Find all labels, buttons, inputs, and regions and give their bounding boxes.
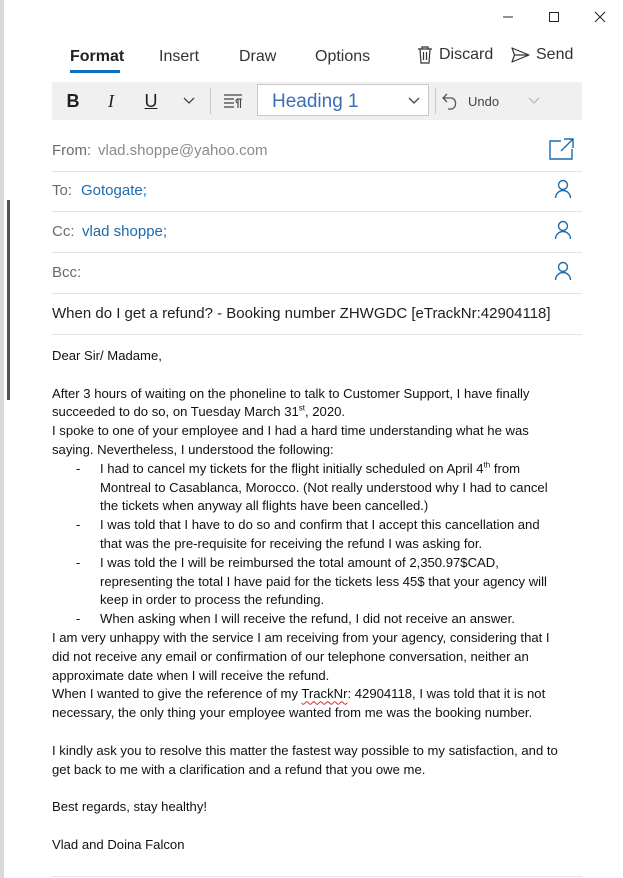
- tab-draw[interactable]: Draw: [239, 48, 277, 65]
- list-item: - I had to cancel my tickets for the flight initially scheduled on April 4th from: [76, 460, 521, 476]
- bcc-field[interactable]: [52, 253, 582, 294]
- undo-button[interactable]: [442, 82, 512, 120]
- bullet-list: [52, 460, 592, 629]
- paragraph-icon: [223, 93, 243, 109]
- list-item: - When asking when I will receive the refund, I did not receive an answer.: [76, 611, 515, 627]
- cc-contact-picker[interactable]: [554, 220, 572, 245]
- paragraph-format-button[interactable]: [216, 82, 250, 120]
- body-closing: Best regards, stay healthy!: [52, 799, 208, 815]
- bold-button[interactable]: B: [66, 90, 80, 111]
- subject-text: When do I get a refund? - Booking number ZHWGDC [eTrackNr:42904118]: [52, 305, 551, 322]
- tab-format[interactable]: Format: [70, 48, 125, 65]
- window-controls: [485, 0, 623, 34]
- body-line: succeeded to do so, on Tuesday March 31st, 2020.: [52, 404, 346, 420]
- body-line: When I wanted to give the reference of my TrackNr: 42904118, I was told that it is not: [52, 686, 546, 702]
- from-value[interactable]: vlad.shoppe@yahoo.com: [98, 142, 268, 159]
- person-icon: [554, 220, 572, 240]
- body-signature: Vlad and Doina Falcon: [52, 836, 185, 852]
- spelling-error[interactable]: TrackNr: [301, 686, 348, 702]
- list-item-continuation: the tickets when anyway all flights have been cancelled.): [100, 498, 429, 514]
- style-dropdown-value: Heading 1: [272, 91, 359, 112]
- body-line: I spoke to one of your employee and I had a hard time understanding what he was: [52, 423, 529, 439]
- person-icon: [554, 179, 572, 199]
- list-item: - I was told the I will be reimbursed the total amount of 2,350.97$CAD,: [76, 554, 499, 570]
- list-item-continuation: Montreal to Casablanca, Morocco. (Not really understood why I had to cancel: [100, 479, 548, 495]
- message-body[interactable]: [52, 347, 592, 855]
- ribbon-tabs: [52, 44, 582, 78]
- to-field[interactable]: [52, 171, 582, 212]
- bcc-contact-picker[interactable]: [554, 261, 572, 286]
- send-label: Send: [536, 46, 574, 63]
- body-line: saying. Nevertheless, I understood the following:: [52, 441, 334, 457]
- from-label: From:: [52, 142, 92, 159]
- body-line: necessary, the only thing your employee wanted from me was the booking number.: [52, 705, 533, 721]
- tab-options[interactable]: Options: [315, 48, 371, 65]
- subject-field[interactable]: [52, 294, 582, 335]
- trash-icon: [417, 46, 433, 64]
- popout-icon: [548, 138, 574, 160]
- chevron-down-icon: [528, 97, 540, 105]
- toolbar-divider: [210, 88, 211, 114]
- chevron-down-icon: [183, 97, 195, 105]
- tab-insert[interactable]: Insert: [159, 48, 200, 65]
- body-line: After 3 hours of waiting on the phoneline to talk to Customer Support, I have finally: [52, 385, 530, 401]
- italic-button[interactable]: I: [108, 90, 114, 111]
- cc-field[interactable]: [52, 212, 582, 253]
- list-item-continuation: keep in order to process the refunding.: [100, 592, 325, 608]
- underline-button[interactable]: U: [144, 90, 158, 111]
- popout-button[interactable]: [548, 138, 574, 165]
- undo-label: Undo: [468, 93, 500, 109]
- body-bottom-divider: [52, 876, 582, 877]
- redo-dropdown[interactable]: [522, 82, 546, 120]
- maximize-icon: [548, 11, 560, 23]
- send-button[interactable]: [511, 46, 573, 64]
- to-recipient[interactable]: Gotogate;: [81, 182, 147, 199]
- formatting-toolbar: [52, 82, 582, 120]
- style-dropdown[interactable]: [257, 84, 429, 116]
- body-line: I am very unhappy with the service I am receiving from your agency, considering that I: [52, 629, 550, 645]
- send-icon: [511, 47, 530, 63]
- maximize-button[interactable]: [531, 0, 577, 34]
- body-line: did not receive any email or confirmation of our telephone conversation, neither an: [52, 648, 529, 664]
- from-field: [52, 131, 582, 172]
- to-label: To:: [52, 182, 73, 199]
- person-icon: [554, 261, 572, 281]
- active-tab-indicator: [70, 70, 120, 73]
- font-options-dropdown[interactable]: [174, 82, 204, 120]
- undo-icon: [442, 92, 460, 110]
- discard-button[interactable]: [417, 46, 493, 64]
- to-contact-picker[interactable]: [554, 179, 572, 204]
- list-item-continuation: that was the pre-requisite for receiving the refund I was asking for.: [100, 535, 483, 551]
- cc-label: Cc:: [52, 223, 75, 240]
- discard-label: Discard: [439, 46, 494, 63]
- body-line: I kindly ask you to resolve this matter the fastest way possible to my satisfaction, and to: [52, 742, 558, 758]
- body-line: approximate date when I will receive the refund.: [52, 667, 330, 683]
- list-item-continuation: representing the total I have paid for the tickets less 45$ that your agency will: [100, 573, 547, 589]
- minimize-button[interactable]: [485, 0, 531, 34]
- body-greeting: Dear Sir/ Madame,: [52, 348, 162, 363]
- chevron-down-icon: [408, 97, 420, 105]
- toolbar-divider: [435, 88, 436, 114]
- body-line: get back to me with a clarification and a refund that you owe me.: [52, 761, 426, 777]
- list-item: - I was told that I have to do so and confirm that I accept this cancellation and: [76, 517, 540, 533]
- scrollbar-thumb[interactable]: [7, 200, 10, 400]
- bcc-label: Bcc:: [52, 264, 82, 281]
- close-icon: [594, 11, 606, 23]
- cc-recipient[interactable]: vlad shoppe;: [82, 223, 168, 240]
- close-button[interactable]: [577, 0, 623, 34]
- minimize-icon: [502, 11, 514, 23]
- window-left-border: [0, 0, 4, 878]
